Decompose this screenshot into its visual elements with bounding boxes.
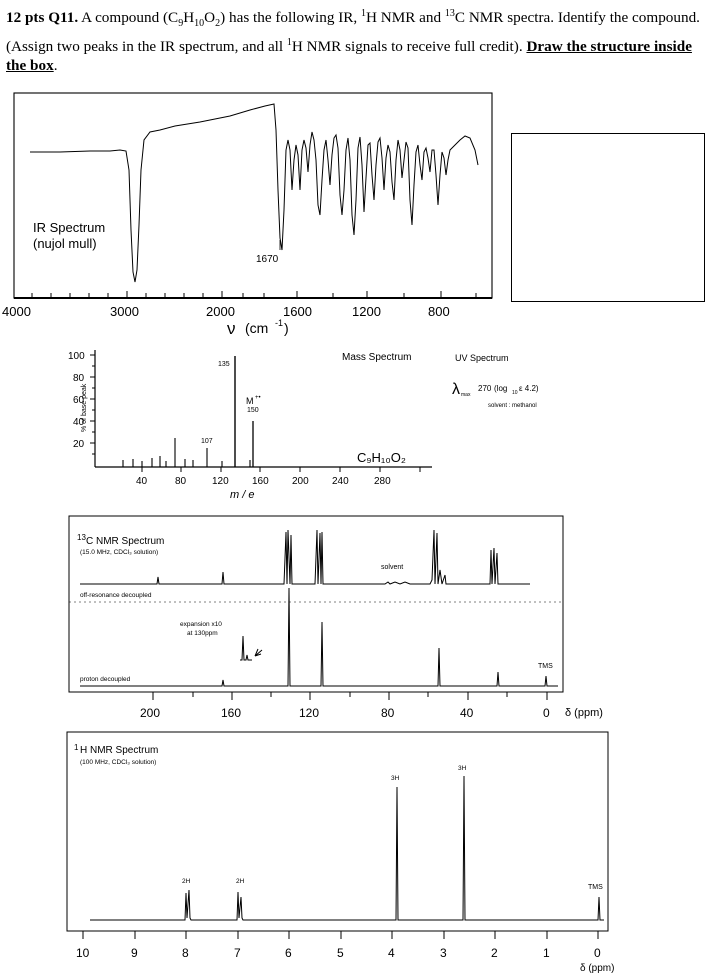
c13-tick-40: 40: [460, 706, 474, 720]
ms-y-60: 60: [73, 395, 85, 406]
h1-tick-7: 7: [234, 946, 241, 960]
sup-1h-b: 1: [286, 37, 292, 49]
question-points: 12 pts: [6, 9, 45, 27]
h1-tick-10: 10: [76, 946, 90, 960]
ir-frame: [14, 93, 492, 298]
ir-tick-3000: 3000: [110, 304, 139, 319]
c13-tms-label: TMS: [538, 663, 553, 670]
c13-title-sup: 13: [77, 533, 86, 542]
ms-label-135: 135: [218, 361, 230, 368]
h1-title: H NMR Spectrum: [80, 745, 159, 756]
ir-annotation-1670: 1670: [256, 254, 279, 265]
h1-xlabel: δ (ppm): [580, 963, 615, 974]
ir-trace: [30, 104, 478, 282]
c13-proton-decoupled-trace: [80, 588, 558, 686]
h1-tick-9: 9: [131, 946, 138, 960]
ms-y-80: 80: [73, 373, 85, 384]
formula-c-n: 9: [178, 18, 184, 30]
uv-log-rest: ε 4.2): [519, 384, 539, 393]
formula-h-n: 10: [194, 18, 205, 30]
c13-tick-0: 0: [543, 706, 550, 720]
formula-h: H: [183, 9, 195, 27]
ir-xlabel-close: ): [284, 320, 289, 336]
h1-label-2h-b: 2H: [236, 878, 245, 885]
ir-ticks: [14, 291, 476, 298]
ms-label-m-sup: +•: [255, 395, 261, 401]
c13-off-resonance-label: off-resonance decoupled: [80, 592, 152, 599]
h1-tick-labels: [76, 946, 601, 960]
c13-subtitle: (15.0 MHz, CDCl₃ solution): [80, 549, 159, 556]
uv-lambda-sub: max: [461, 392, 471, 398]
ms-x-200: 200: [292, 476, 309, 487]
c13-expansion-at: at 130ppm: [187, 630, 218, 637]
ms-x-120: 120: [212, 476, 229, 487]
h1-tick-0: 0: [594, 946, 601, 960]
question-text-e: H NMR signals to receive full credit).: [291, 38, 527, 56]
formula-o: O: [204, 9, 216, 27]
ms-x-ticks: [142, 467, 420, 472]
ms-x-160: 160: [252, 476, 269, 487]
ms-y-40: 40: [73, 417, 85, 428]
c13-labels: [77, 533, 553, 683]
uv-log: (log: [494, 384, 508, 393]
ir-xlabel-unit: (cm: [245, 320, 269, 336]
formula-o-n: 2: [215, 18, 221, 30]
ms-x-280: 280: [374, 476, 391, 487]
formula-c: C: [168, 9, 179, 27]
uv-log-sub: 10: [512, 390, 518, 396]
question-number: Q11.: [48, 9, 79, 27]
ms-formula: C₉H₁₀O₂: [357, 450, 406, 465]
ir-subtitle: (nujol mull): [33, 236, 97, 251]
h1-tick-1: 1: [543, 946, 550, 960]
c13-expansion-trace: [240, 636, 252, 660]
uv-title: UV Spectrum: [455, 353, 509, 363]
c13-tick-80: 80: [381, 706, 395, 720]
ms-label-m: M: [246, 396, 254, 406]
ir-tick-2000: 2000: [206, 304, 235, 319]
c13-ticks: [153, 692, 547, 700]
c13-expansion-label: expansion x10: [180, 621, 222, 628]
uv-lambda: λ: [452, 381, 460, 398]
h1-subtitle: (100 MHz, CDCl₃ solution): [80, 759, 157, 766]
sup-1h: 1: [361, 8, 367, 19]
ms-y-20: 20: [73, 439, 85, 450]
c13-expansion-arrow: [255, 649, 262, 656]
c13-tick-160: 160: [221, 706, 242, 720]
c13-tick-120: 120: [299, 706, 320, 720]
h1-label-3h-b: 3H: [458, 765, 467, 772]
c13-tick-200: 200: [140, 706, 161, 720]
ms-x-40: 40: [136, 476, 148, 487]
h1-tms-label: TMS: [588, 884, 603, 891]
draw-instruction: Draw the structure inside the box: [6, 38, 692, 75]
sup-13c: 13: [444, 8, 455, 19]
ms-label-150: 150: [247, 407, 259, 414]
ir-xlabel-exp: -1: [275, 318, 284, 328]
ir-tick-800: 800: [428, 304, 450, 319]
ir-title: IR Spectrum: [33, 220, 106, 235]
ms-x-labels: [136, 476, 391, 487]
ms-y-ticks: [90, 355, 95, 454]
ir-xlabel-nu: ν: [227, 319, 236, 338]
ms-title: Mass Spectrum: [342, 352, 412, 363]
question-text-c: H NMR and: [366, 9, 445, 27]
ms-y-100: 100: [68, 351, 85, 362]
h1-label-2h-a: 2H: [182, 878, 191, 885]
c13-proton-decoupled-label: proton decoupled: [80, 676, 131, 683]
c13-title: C NMR Spectrum: [86, 536, 165, 547]
ms-peaks: [123, 356, 253, 467]
ms-xlabel: m / e: [230, 489, 255, 501]
c13-solvent-label: solvent: [381, 564, 404, 571]
question-text-b: ) has the following IR,: [220, 9, 362, 27]
ir-xlabel: [227, 318, 289, 338]
h1-ticks: [83, 931, 598, 939]
uv-solvent: solvent : methanol: [488, 403, 537, 409]
question-text-a: A compound (: [81, 9, 169, 27]
h1-labels: [74, 743, 603, 891]
ms-x-240: 240: [332, 476, 349, 487]
ir-spectrum: [14, 93, 492, 298]
h1-tick-2: 2: [491, 946, 498, 960]
question-text-d: C NMR spectra. Identify the compound. (Assign two peaks in the IR spectrum, and all: [6, 9, 700, 56]
ms-x-80: 80: [175, 476, 187, 487]
h1-label-3h-a: 3H: [391, 775, 400, 782]
ir-tick-1200: 1200: [352, 304, 381, 319]
c13-tick-labels: [140, 706, 550, 720]
ir-tick-1600: 1600: [283, 304, 312, 319]
h1-tick-4: 4: [388, 946, 395, 960]
h1-tick-3: 3: [440, 946, 447, 960]
uv-value: 270: [478, 384, 492, 393]
ms-label-107: 107: [201, 438, 213, 445]
ms-ylabel: % of base peak: [81, 383, 88, 432]
h1-tick-8: 8: [182, 946, 189, 960]
question-period: .: [53, 57, 58, 75]
c13-xlabel: δ (ppm): [565, 707, 603, 719]
h1-title-sup: 1: [74, 743, 79, 752]
ir-tick-4000: 4000: [2, 304, 31, 319]
h1-tick-5: 5: [337, 946, 344, 960]
h1-trace: [90, 776, 604, 920]
h1-tick-6: 6: [285, 946, 292, 960]
